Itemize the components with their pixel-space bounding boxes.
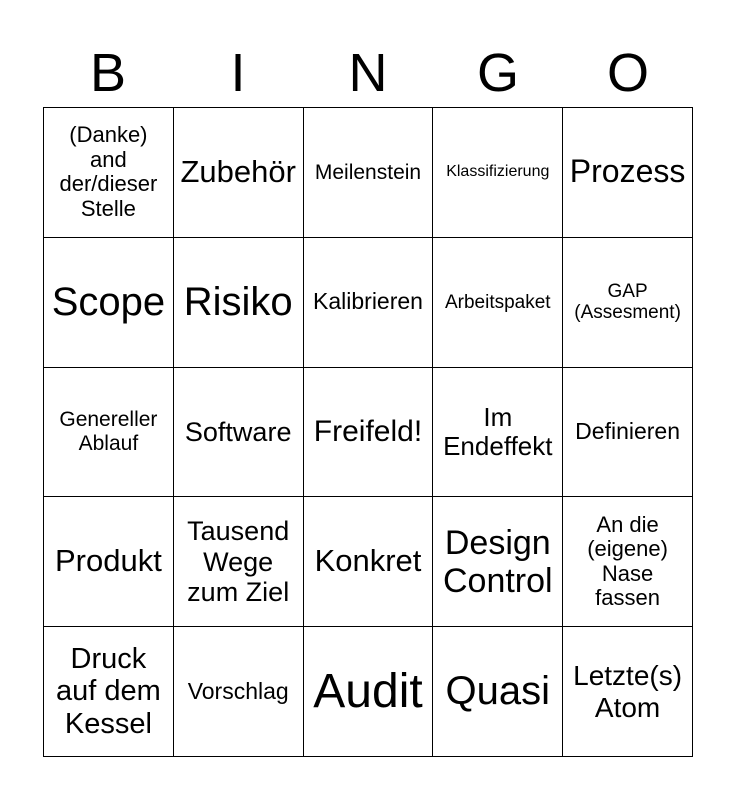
bingo-cell-label: Tausend Wege zum Ziel <box>187 516 290 607</box>
bingo-cell-label: An die (eigene) Nase fassen <box>587 511 668 611</box>
bingo-cell-3-1[interactable] <box>44 368 174 498</box>
bingo-cell-label: Kalibrieren <box>313 288 423 315</box>
bingo-cell-5-5[interactable] <box>563 627 693 757</box>
bingo-cell-label: Freifeld! <box>313 415 423 449</box>
bingo-cell-2-1[interactable] <box>44 238 174 368</box>
bingo-cell-label: Produkt <box>54 543 162 579</box>
bingo-cell-label: Software <box>184 416 292 447</box>
bingo-header <box>43 40 693 106</box>
bingo-cell-5-1[interactable] <box>44 627 174 757</box>
bingo-cell-1-2[interactable] <box>174 108 304 238</box>
bingo-cell-2-4[interactable] <box>433 238 563 368</box>
header-letter-o: O <box>606 43 649 103</box>
bingo-cell-label: Scope <box>51 279 166 324</box>
bingo-cell-4-3[interactable] <box>304 497 434 627</box>
bingo-cell-5-2[interactable] <box>174 627 304 757</box>
bingo-cell-2-5[interactable] <box>563 238 693 368</box>
bingo-cell-1-3[interactable] <box>304 108 434 238</box>
bingo-cell-label: Design Control <box>442 523 553 600</box>
bingo-cell-label: Im Endeffekt <box>443 401 553 461</box>
bingo-cell-label: Genereller Ablauf <box>59 408 158 455</box>
bingo-cell-3-3[interactable] <box>304 368 434 498</box>
bingo-cell-label: Druck auf dem Kessel <box>56 642 161 740</box>
bingo-cell-label: Prozess <box>569 153 686 190</box>
bingo-cell-5-4[interactable] <box>433 627 563 757</box>
bingo-cell-3-5[interactable] <box>563 368 693 498</box>
bingo-card-grid <box>43 107 693 757</box>
bingo-cell-label: (Danke) and der/dieser Stelle <box>59 122 158 222</box>
bingo-cell-1-1[interactable] <box>44 108 174 238</box>
header-letter-n: N <box>348 43 388 103</box>
bingo-cell-4-4[interactable] <box>433 497 563 627</box>
bingo-cell-label: Zubehör <box>180 154 296 190</box>
bingo-cell-label: Klassifizierung <box>446 163 550 181</box>
bingo-cell-label: Konkret <box>314 543 422 579</box>
bingo-cell-label: Definieren <box>575 418 681 445</box>
bingo-cell-2-2[interactable] <box>174 238 304 368</box>
bingo-cell-5-3[interactable] <box>304 627 434 757</box>
bingo-cell-label: Arbeitspaket <box>444 291 551 313</box>
bingo-cell-4-5[interactable] <box>563 497 693 627</box>
bingo-cell-3-2[interactable] <box>174 368 304 498</box>
header-letter-b: B <box>89 43 127 103</box>
bingo-cell-label: Risiko <box>183 279 293 324</box>
bingo-cell-label: Audit <box>313 664 423 718</box>
bingo-cell-2-3[interactable] <box>304 238 434 368</box>
header-letter-g: G <box>476 43 519 103</box>
bingo-cell-label: GAP (Assesment) <box>574 280 681 324</box>
bingo-cell-label: Meilenstein <box>314 160 422 184</box>
bingo-cell-4-1[interactable] <box>44 497 174 627</box>
bingo-cell-label: Letzte(s) Atom <box>573 660 683 723</box>
header-letter-i: I <box>230 43 246 103</box>
bingo-cell-4-2[interactable] <box>174 497 304 627</box>
bingo-cell-3-4[interactable] <box>433 368 563 498</box>
bingo-cell-label: Vorschlag <box>187 677 289 704</box>
bingo-cell-label: Quasi <box>445 669 551 714</box>
bingo-cell-1-5[interactable] <box>563 108 693 238</box>
bingo-cell-1-4[interactable] <box>433 108 563 238</box>
